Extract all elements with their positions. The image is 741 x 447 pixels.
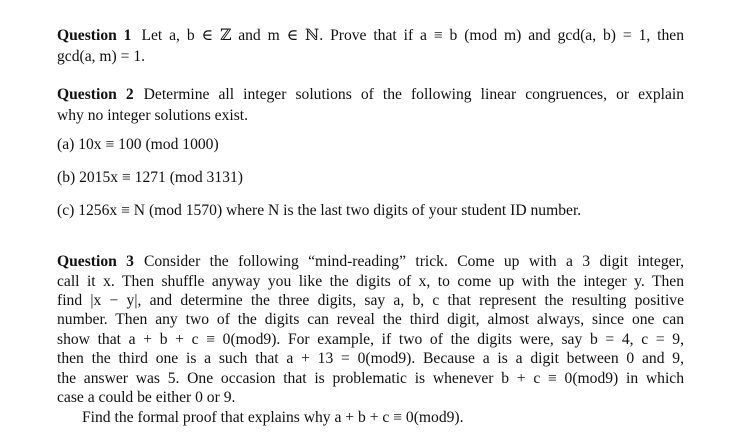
q1-label: Question 1 xyxy=(57,27,132,44)
q2-part-a: (a) 10x ≡ 100 (mod 1000) xyxy=(57,136,219,153)
q1-line-1 xyxy=(57,27,684,45)
q3-line-2: call it x. Then shuffle anyway you like the digits of x, to come up with the integer y. Then xyxy=(57,273,684,290)
q3-final: Find the formal proof that explains why a + b + c ≡ 0(mod9). xyxy=(82,409,464,426)
q2-line-2: why no integer solutions exist. xyxy=(57,107,249,124)
q2-label: Question 2 xyxy=(57,86,134,103)
q3-label: Question 3 xyxy=(57,253,134,270)
q2-part-b: (b) 2015x ≡ 1271 (mod 3131) xyxy=(57,169,243,186)
q3-line-3: find |x − y|, and determine the three digits, say a, b, c that represent the resulting positive xyxy=(57,292,684,309)
q2-line-1 xyxy=(57,86,684,104)
q1-text: Let a, b ∈ ℤ and m ∈ ℕ. Prove that if a ≡ b (mod m) and gcd(a, b) = 1, then xyxy=(141,27,684,44)
q3-line-6: then the third one is a such that a + 13 = 0(mod9). Because a is a digit between 0 and 9, xyxy=(57,350,684,367)
q3-line-7: the answer was 5. One occasion that is problematic is whenever b + c ≡ 0(mod9) in which xyxy=(57,370,684,387)
q2-text: Determine all integer solutions of the following linear congruences, or explain xyxy=(143,86,685,103)
q2-part-c: (c) 1256x ≡ N (mod 1570) where N is the last two digits of your student ID number. xyxy=(57,202,582,219)
q3-line-5: show that a + b + c ≡ 0(mod9). For example, if two of the digits were, say b = 4, c = 9, xyxy=(57,331,684,348)
q3-line-8: case a could be either 0 or 9. xyxy=(57,389,236,406)
q3-text: Consider the following “mind-reading” trick. Come up with a 3 digit integer, xyxy=(143,253,685,270)
q3-line-1 xyxy=(57,253,684,271)
q1-line-2: gcd(a, m) = 1. xyxy=(57,48,146,65)
q3-line-4: number. Then any two of the digits can reveal the third digit, almost always, since one can xyxy=(57,311,684,328)
